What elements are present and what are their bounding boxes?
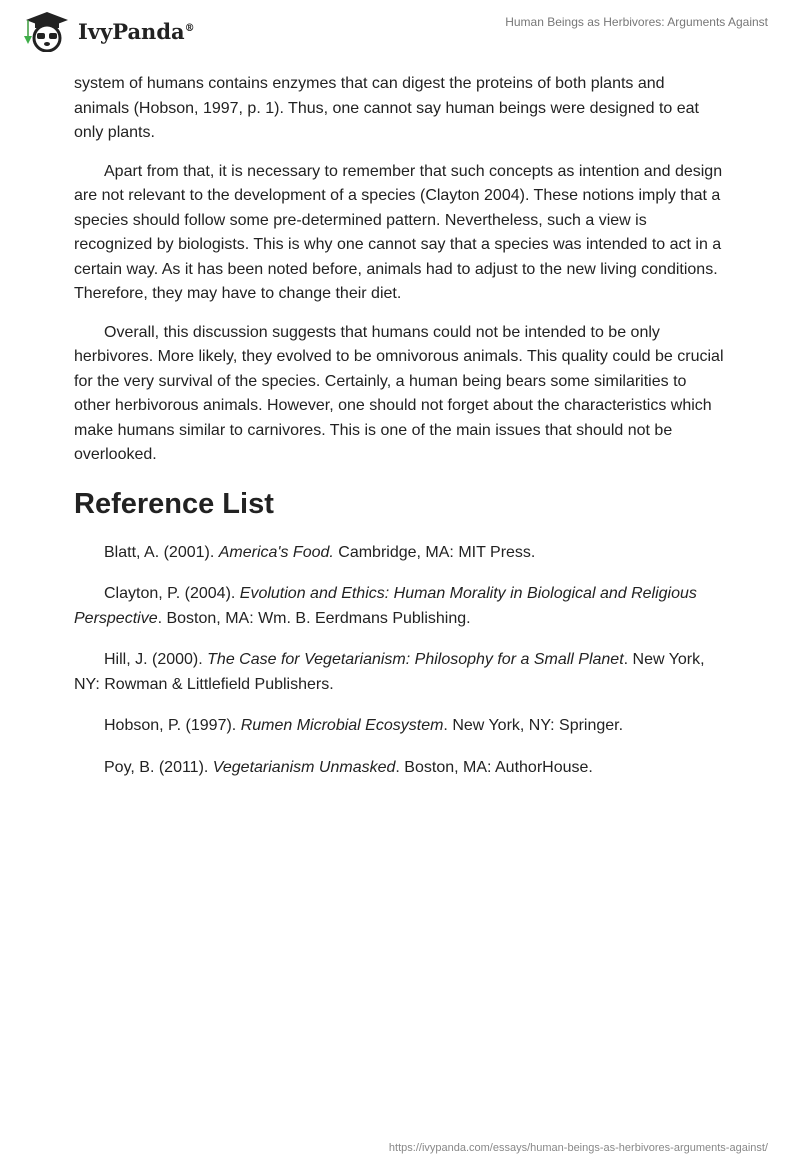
paragraph: Overall, this discussion suggests that humans could not be intended to be only herbivores. More likely, they evolved to be omnivorous animals. This quality could be crucial for the very survival of the species. Certainly, a human being bears some similarities to other herbivorous animals. However, one should not forget about the characteristics which make humans similar to carnivores. This is one of the main issues that should not be overlooked. bbox=[74, 323, 724, 463]
footer-url[interactable]: https://ivypanda.com/essays/human-beings-as-herbivores-arguments-against/ bbox=[388, 1142, 768, 1154]
reference-item: Hill, J. (2000). The Case for Vegetarianism: Philosophy for a Small Planet. New York, NY: Rowman & Littlefield Publishers. bbox=[74, 651, 705, 693]
reference-list-heading: Reference List bbox=[74, 487, 274, 520]
paragraph: Apart from that, it is necessary to remember that such concepts as intention and design are not relevant to the development of a species (Clayton 2004). These notions imply that a species should follow some pre-determined pattern. Nevertheless, such a view is recognized by biologists. This is why one cannot say that a species was intended to act in a certain way. As it has been noted before, animals had to adjust to the new living conditions. Therefore, they may have to change their diet. bbox=[74, 162, 723, 302]
ivypanda-logo[interactable] bbox=[22, 10, 195, 52]
essay-content bbox=[74, 72, 724, 797]
document-title: Human Beings as Herbivores: Arguments Against bbox=[505, 15, 768, 29]
paragraph: system of humans contains enzymes that can digest the proteins of both plants and animals (Hobson, 1997, p. 1). Thus, one cannot say human beings were designed to eat only plants. bbox=[74, 75, 699, 141]
logo-text: IvyPanda® bbox=[78, 18, 195, 44]
page-header bbox=[0, 0, 800, 60]
reference-item: Poy, B. (2011). Vegetarianism Unmasked. Boston, MA: AuthorHouse. bbox=[104, 758, 593, 776]
reference-item: Clayton, P. (2004). Evolution and Ethics: Human Morality in Biological and Religious Perspective. Boston, MA: Wm. B. Eerdmans Publishing. bbox=[74, 585, 697, 627]
reference-item: Hobson, P. (1997). Rumen Microbial Ecosystem. New York, NY: Springer. bbox=[104, 717, 624, 734]
panda-graduate-icon bbox=[22, 10, 72, 52]
reference-item: Blatt, A. (2001). America's Food. Cambridge, MA: MIT Press. bbox=[104, 543, 536, 561]
